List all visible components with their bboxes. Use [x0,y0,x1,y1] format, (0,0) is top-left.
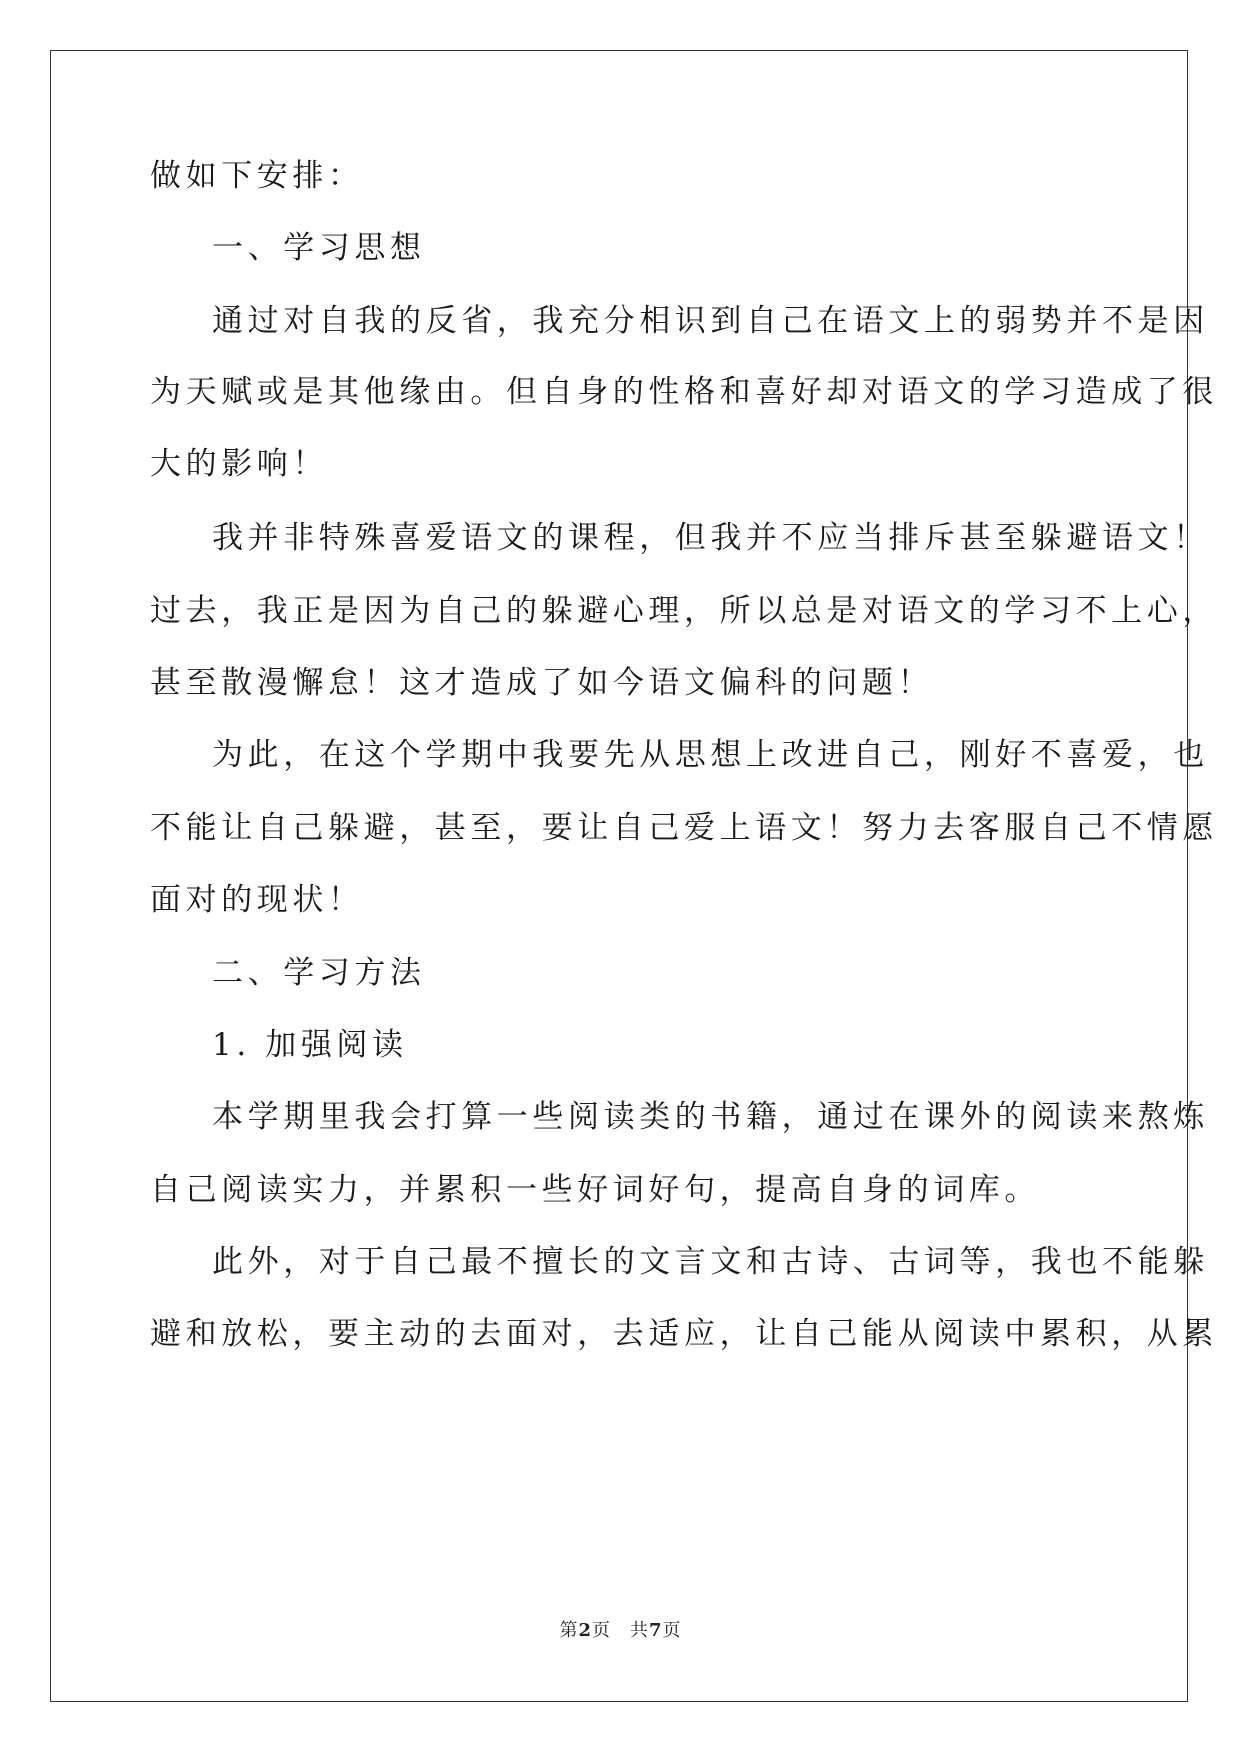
page-suffix: 页 [662,1620,682,1641]
paragraph-line: 做如下安排： [150,158,364,194]
paragraph-line: 过去，我正是因为自己的躲避心理，所以总是对语文的学习不上心， [150,593,1218,629]
page-current: 2 [578,1620,592,1641]
paragraph-line: 为天赋或是其他缘由。但自身的性格和喜好却对语文的学习造成了很 [150,374,1218,410]
paragraph-line: 我并非特殊喜爱语文的课程，但我并不应当排斥甚至躲避语文！ [212,520,1209,556]
paragraph-line: 避和放松，要主动的去面对，去适应，让自己能从阅读中累积，从累 [150,1316,1218,1352]
section-heading: 二、学习方法 [212,955,426,991]
paragraph-line: 面对的现状！ [150,882,364,918]
paragraph-line: 此外，对于自己最不擅长的文言文和古诗、古词等，我也不能躲 [212,1244,1209,1280]
paragraph-line: 为此，在这个学期中我要先从思想上改进自己，刚好不喜爱，也 [212,737,1209,773]
section-heading: 一、学习思想 [212,230,426,266]
page-number-footer [0,1616,1241,1642]
paragraph-line: 通过对自我的反省，我充分相识到自己在语文上的弱势并不是因 [212,303,1209,339]
paragraph-line: 本学期里我会打算一些阅读类的书籍，通过在课外的阅读来熬炼 [212,1099,1209,1135]
paragraph-line: 自己阅读实力，并累积一些好词好句，提高自身的词库。 [150,1172,1040,1208]
page-prefix: 第 [559,1620,579,1641]
page-mid: 页 共 [592,1620,649,1641]
paragraph-line: 大的影响！ [150,446,328,482]
paragraph-line: 甚至散漫懈怠！这才造成了如今语文偏科的问题！ [150,665,934,701]
page-total: 7 [649,1620,663,1641]
paragraph-line: 不能让自己躲避，甚至，要让自己爱上语文！努力去客服自己不情愿 [150,810,1218,846]
subsection-heading: 1. 加强阅读 [212,1027,408,1063]
page-border [50,50,1188,1702]
